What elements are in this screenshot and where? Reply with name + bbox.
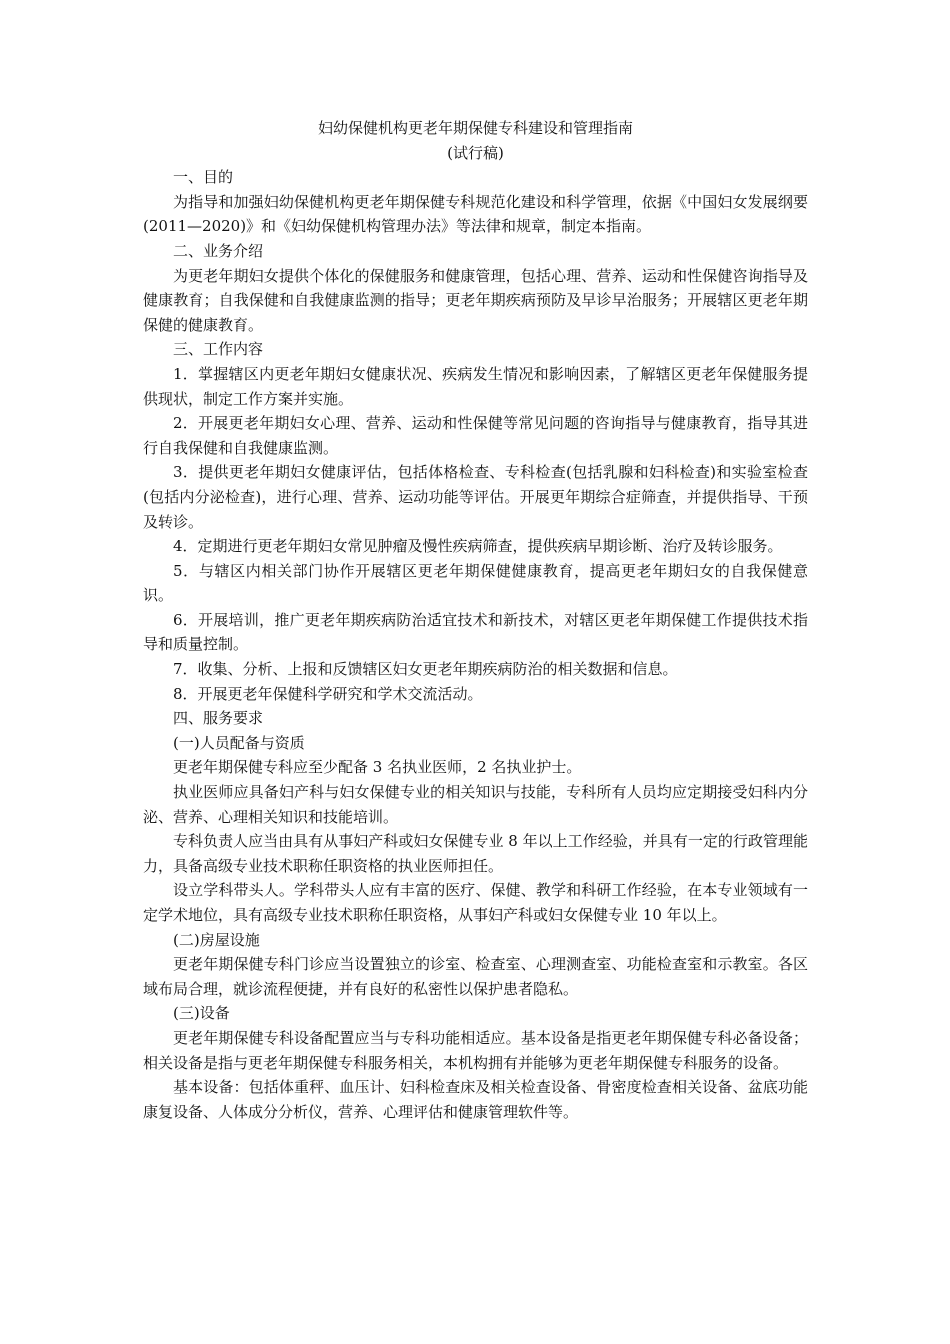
section-heading: 一、目的 [173,168,234,187]
paragraph: 设立学科带头人。学科带头人应有丰富的医疗、保健、教学和科研工作经验，在本专业领域有一定学术地位，具有高级专业技术职称任职资格，从事妇产科或妇女保健专业 10 年以上。 [143,881,808,924]
paragraph: 更老年期保健专科门诊应当设置独立的诊室、检查室、心理测查室、功能检查室和示教室。各区域布局合理，就诊流程便捷，并有良好的私密性以保护患者隐私。 [143,955,808,998]
document-subtitle: (试行稿) [447,143,504,162]
section-heading: 四、服务要求 [173,709,264,728]
paragraph: 6．开展培训，推广更老年期疾病防治适宜技术和新技术，对辖区更老年期保健工作提供技术指导和质量控制。 [143,610,808,654]
paragraph: 执业医师应具备妇产科与妇女保健专业的相关知识与技能，专科所有人员均应定期接受妇科内分泌、营养、心理相关知识和技能培训。 [143,783,808,826]
paragraph: 为更老年期妇女提供个体化的保健服务和健康管理，包括心理、营养、运动和性保健咨询指导及健康教育；自我保健和自我健康监测的指导；更老年期疾病预防及早诊早治服务；开展辖区更老年期保健的健康教育。 [143,266,808,334]
section-heading: (三)设备 [173,1004,230,1023]
document-title: 妇幼保健机构更老年期保健专科建设和管理指南 [317,119,633,137]
paragraph: 1．掌握辖区内更老年期妇女健康状况、疾病发生情况和影响因素，了解辖区更老年保健服务提供现状，制定工作方案并实施。 [143,364,808,408]
paragraph: 更老年期保健专科设备配置应当与专科功能相适应。基本设备是指更老年期保健专科必备设备；相关设备是指与更老年期保健专科服务相关，本机构拥有并能够为更老年期保健专科服务的设备。 [143,1028,808,1072]
paragraph: 4．定期进行更老年期妇女常见肿瘤及慢性疾病筛查，提供疾病早期诊断、治疗及转诊服务。 [173,537,783,556]
paragraph: 2．开展更老年期妇女心理、营养、运动和性保健等常见问题的咨询指导与健康教育，指导其进行自我保健和自我健康监测。 [143,414,808,457]
paragraph: 更老年期保健专科应至少配备 3 名执业医师，2 名执业护士。 [173,758,582,777]
section-heading: (一)人员配备与资质 [173,733,305,752]
paragraph: 7．收集、分析、上报和反馈辖区妇女更老年期疾病防治的相关数据和信息。 [173,660,678,679]
document-sections [143,165,808,1124]
paragraph: 5．与辖区内相关部门协作开展辖区更老年期保健健康教育，提高更老年期妇女的自我保健意识。 [143,561,808,605]
section-heading: 三、工作内容 [173,340,264,359]
paragraph: 3．提供更老年期妇女健康评估，包括体格检查、专科检查(包括乳腺和妇科检查)和实验室检查(包括内分泌检查)，进行心理、营养、运动功能等评估。开展更年期综合症筛查，并提供指导、干预及转诊。 [143,463,808,531]
section-heading: 二、业务介绍 [173,241,264,260]
section-heading: (二)房屋设施 [173,930,260,949]
paragraph: 8．开展更老年保健科学研究和学术交流活动。 [173,684,483,703]
paragraph: 基本设备：包括体重秤、血压计、妇科检查床及相关检查设备、骨密度检查相关设备、盆底功能康复设备、人体成分分析仪，营养、心理评估和健康管理软件等。 [143,1078,808,1121]
document-body [143,116,808,1124]
paragraph: 专科负责人应当由具有从事妇产科或妇女保健专业 8 年以上工作经验，并具有一定的行政管理能力，具备高级专业技术职称任职资格的执业医师担任。 [143,832,808,875]
paragraph: 为指导和加强妇幼保健机构更老年期保健专科规范化建设和科学管理，依据《中国妇女发展纲要(2011—2020)》和《妇幼保健机构管理办法》等法律和规章，制定本指南。 [143,192,808,236]
